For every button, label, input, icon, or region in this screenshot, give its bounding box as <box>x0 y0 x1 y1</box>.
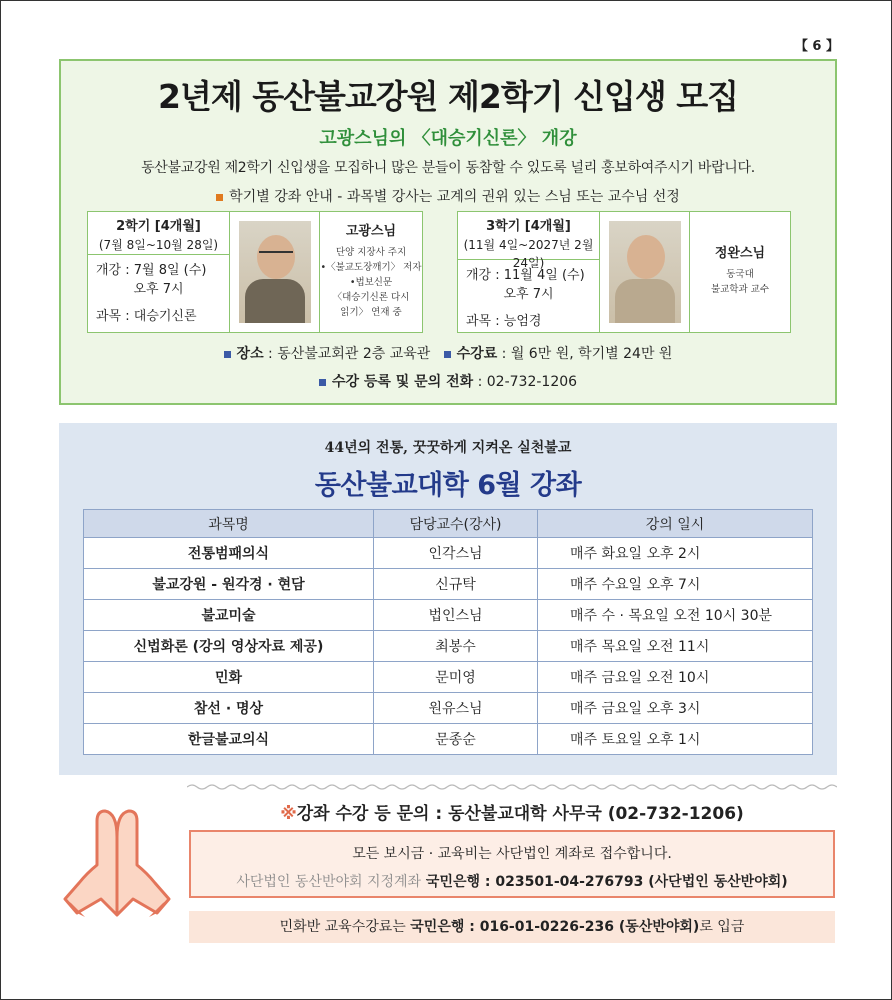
tuition-prefix: 민화반 교육수강료는 <box>279 919 411 935</box>
phone-value: : 02-732-1206 <box>473 374 578 390</box>
inquiry-line <box>187 799 837 824</box>
term-period: (11월 4일~2027년 2월 24일) <box>463 238 594 270</box>
lecture-title: 동산불교대학 6월 강좌 <box>314 470 582 501</box>
term-name: 3학기 [4개월] <box>486 219 571 234</box>
monk-info <box>690 212 790 332</box>
monk-description <box>320 245 422 320</box>
monk-desc-line: 읽기〉 연재 중 <box>340 307 402 318</box>
table-row <box>84 600 813 631</box>
term-info <box>458 212 600 332</box>
term-start: 개강 : 7월 8일 (수) <box>96 263 207 278</box>
wavy-divider <box>187 783 837 791</box>
bullet-icon <box>224 351 231 358</box>
tuition-account: 국민은행 : 016-01-0226-236 (동산반야회) <box>410 919 700 935</box>
term-cards <box>87 211 809 333</box>
course-name: 민화 <box>84 662 374 693</box>
monk-portrait-image <box>609 221 681 323</box>
recruit-subtitle: 고광스님의 〈대승기신론〉 개강 <box>319 128 577 149</box>
recruit-description: 동산불교강원 제2학기 신입생을 모집하니 많은 분들이 동참할 수 있도록 널리 홍보하여주시기 바랍니다. <box>141 160 755 176</box>
donation-box <box>189 830 835 898</box>
schedule-time: 매주 화요일 오후 2시 <box>538 538 813 569</box>
term-period: (7월 8일~10월 28일) <box>98 238 219 252</box>
course-name: 한글불교의식 <box>84 724 374 755</box>
schedule-time: 매주 금요일 오후 3시 <box>538 693 813 724</box>
schedule-table <box>83 509 813 755</box>
instructor: 신규탁 <box>374 569 538 600</box>
fee-value: : 월 6만 원, 학기별 24만 원 <box>497 346 673 362</box>
recruit-note <box>61 186 835 206</box>
term-subject: 과목 : 능엄경 <box>466 314 542 329</box>
instructor: 원유스님 <box>374 693 538 724</box>
recruit-title: 2년제 동산불교강원 제2학기 신입생 모집 <box>158 77 738 116</box>
course-name: 전통범패의식 <box>84 538 374 569</box>
fee-label: 수강료 <box>456 346 498 362</box>
monk-photo <box>230 212 320 332</box>
monk-name: 고광스님 <box>345 224 397 239</box>
term-header <box>88 212 229 255</box>
instructor: 문미영 <box>374 662 538 693</box>
monk-info <box>320 212 422 332</box>
schedule-time: 매주 금요일 오전 10시 <box>538 662 813 693</box>
donation-account-line <box>191 871 833 891</box>
table-row <box>84 693 813 724</box>
instructor: 문종순 <box>374 724 538 755</box>
monk-portrait-image <box>239 221 311 323</box>
phone-line <box>61 371 835 391</box>
place-fee-line <box>61 343 835 363</box>
monk-desc-line: •법보신문 <box>349 277 393 288</box>
table-row <box>84 538 813 569</box>
course-name: 불교강원 - 원각경 · 현담 <box>84 569 374 600</box>
monk-desc-line: 불교학과 교수 <box>710 284 770 295</box>
tuition-line <box>189 911 835 943</box>
bullet-icon <box>444 351 451 358</box>
schedule-time: 매주 수요일 오후 7시 <box>538 569 813 600</box>
account-number: 국민은행 : 023501-04-276793 (사단법인 동산반야회) <box>421 874 788 890</box>
term-body <box>88 255 229 332</box>
monk-photo <box>600 212 690 332</box>
place-value: : 동산불교회관 2층 교육관 <box>263 346 431 362</box>
monk-name: 정완스님 <box>714 246 766 261</box>
account-label: 사단법인 동산반야회 지정계좌 <box>236 874 422 890</box>
portrait-face <box>627 235 665 279</box>
term-start: 개강 : 11월 4일 (수) <box>466 268 585 283</box>
instructor: 법인스님 <box>374 600 538 631</box>
term-subject: 과목 : 대승기신론 <box>96 309 197 324</box>
course-name: 불교미술 <box>84 600 374 631</box>
recruitment-box <box>59 59 837 405</box>
inquiry-text: 강좌 수강 등 문의 : 동산불교대학 사무국 (02-732-1206) <box>296 804 744 824</box>
instructor: 최봉수 <box>374 631 538 662</box>
table-row <box>84 569 813 600</box>
course-name: 신법화론 (강의 영상자료 제공) <box>84 631 374 662</box>
donation-notice: 모든 보시금 · 교육비는 사단법인 계좌로 접수합니다. <box>352 846 672 862</box>
lecture-box <box>59 423 837 775</box>
monk-desc-line: 〈대승기신론 다시 <box>332 292 410 303</box>
praying-hands-icon <box>61 807 173 921</box>
monk-desc-line: 단양 지장사 주지 <box>335 247 407 258</box>
monk-desc-line: 동국대 <box>726 269 754 280</box>
term-body <box>458 260 599 337</box>
bullet-icon <box>216 194 223 201</box>
portrait-glasses <box>259 251 293 259</box>
portrait-robe <box>615 279 675 323</box>
column-header: 과목명 <box>84 510 374 538</box>
phone-label: 수강 등록 및 문의 전화 <box>331 374 474 390</box>
term-start-time: 오후 7시 <box>133 282 184 297</box>
term-card <box>457 211 791 333</box>
schedule-time: 매주 토요일 오후 1시 <box>538 724 813 755</box>
term-card <box>87 211 423 333</box>
recruit-note-text: 학기별 강좌 안내 - 과목별 강사는 교계의 권위 있는 스님 또는 교수님 선정 <box>229 189 680 205</box>
monk-description <box>690 267 790 297</box>
column-header: 강의 일시 <box>538 510 813 538</box>
table-row <box>84 631 813 662</box>
term-start-time: 오후 7시 <box>503 287 554 302</box>
schedule-time: 매주 목요일 오전 11시 <box>538 631 813 662</box>
term-header <box>458 212 599 270</box>
tuition-suffix: 로 입금 <box>699 919 745 935</box>
instructor: 인각스님 <box>374 538 538 569</box>
course-name: 참선 · 명상 <box>84 693 374 724</box>
lecture-slogan: 44년의 전통, 꿋꿋하게 지켜온 실천불교 <box>324 440 572 456</box>
schedule-time: 매주 수 · 목요일 오전 10시 30분 <box>538 600 813 631</box>
table-header-row <box>84 510 813 538</box>
term-info <box>88 212 230 332</box>
place-label: 장소 <box>236 346 264 362</box>
column-header: 담당교수(강사) <box>374 510 538 538</box>
monk-desc-line: •〈불교도장깨기〉 저자 <box>320 262 422 273</box>
table-row <box>84 662 813 693</box>
term-name: 2학기 [4개월] <box>116 219 201 234</box>
reference-mark-icon: ※ <box>280 804 297 824</box>
portrait-robe <box>245 279 305 323</box>
table-row <box>84 724 813 755</box>
bullet-icon <box>319 379 326 386</box>
page-number: 【 6 】 <box>794 39 839 54</box>
